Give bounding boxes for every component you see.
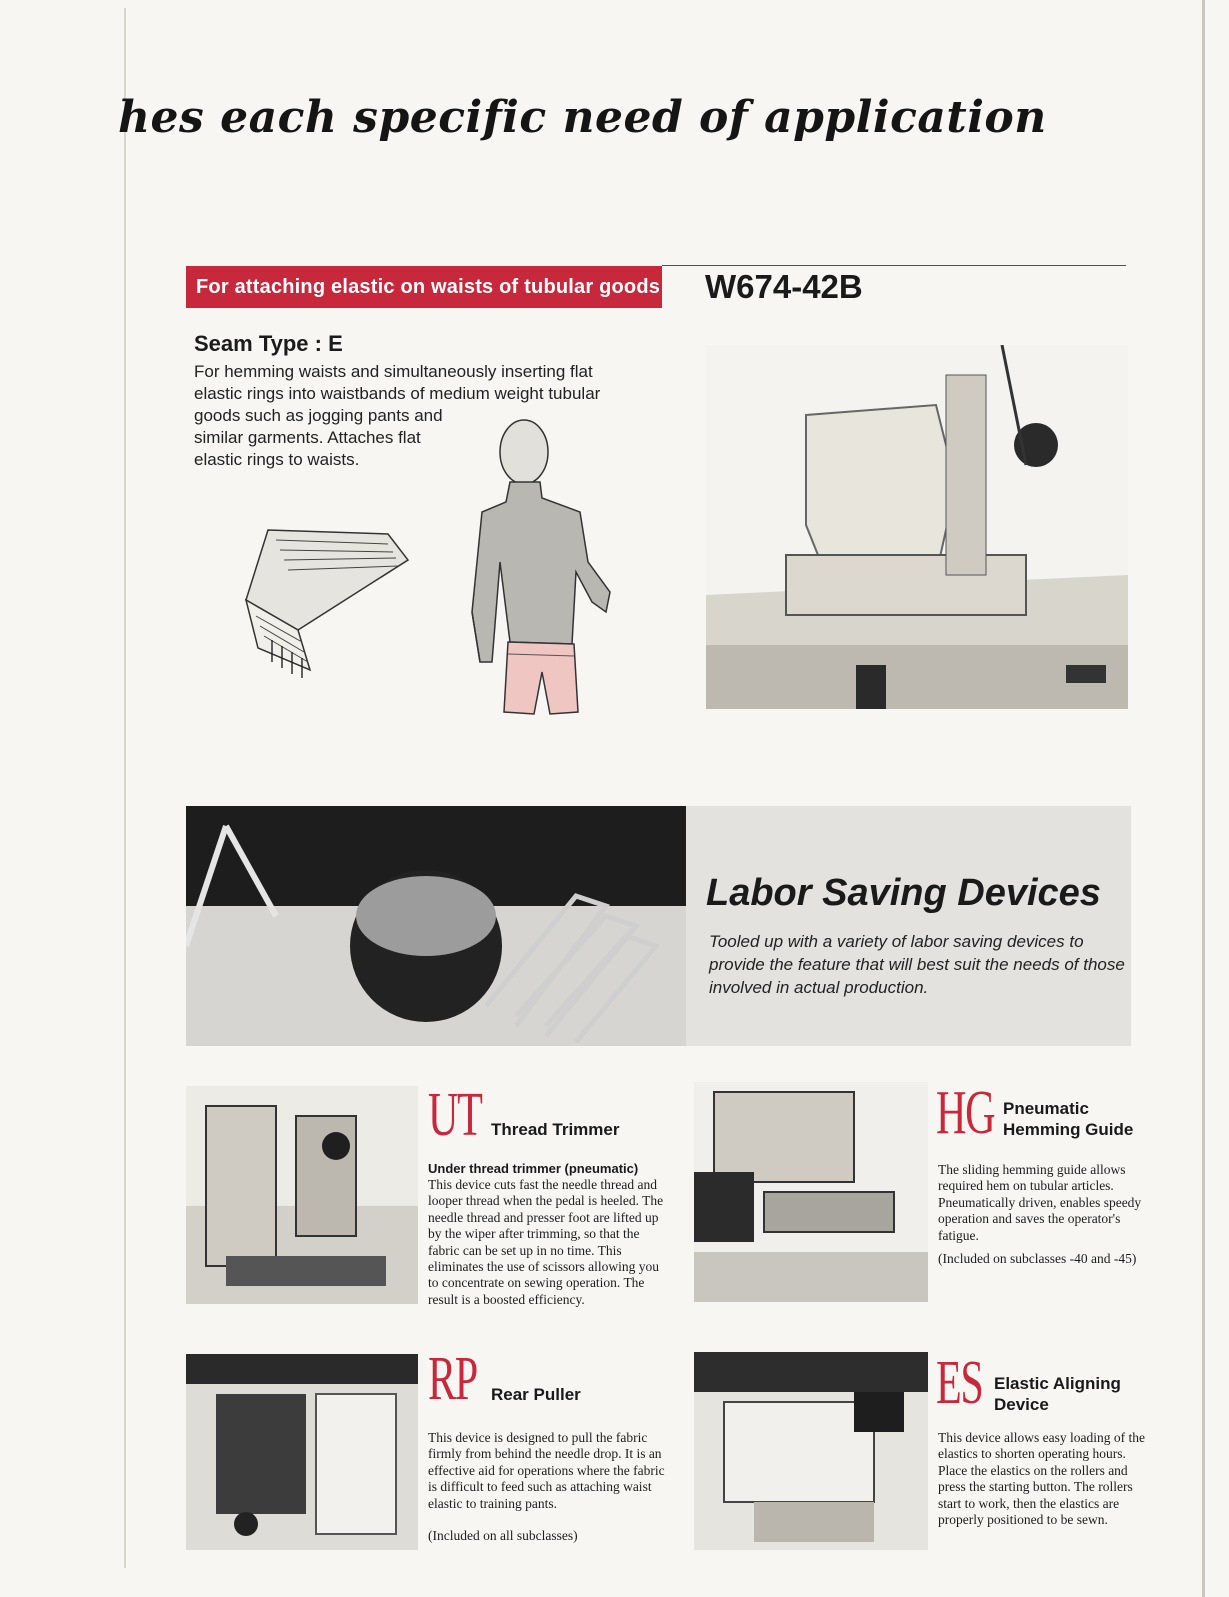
rp-desc: This device is designed to pull the fabric firmly from behind the needle drop. It is an effective aid for operations where the fabric is difficult to feed such as attaching waist elastic to training pants. xyxy=(428,1430,665,1511)
page-fold-line xyxy=(124,8,126,1568)
thread-trimmer-photo xyxy=(186,1086,418,1304)
es-title: Elastic Aligning Device xyxy=(994,1374,1121,1414)
rp-note: (Included on all subclasses) xyxy=(428,1528,578,1543)
application-banner: For attaching elastic on waists of tubular goods xyxy=(186,266,662,308)
ut-subtitle: Under thread trimmer (pneumatic) xyxy=(428,1161,639,1176)
page-edge xyxy=(1202,0,1205,1597)
red-rule xyxy=(662,265,1126,266)
hg-note: (Included on subclasses -40 and -45) xyxy=(938,1251,1137,1266)
rp-code: RP xyxy=(428,1345,477,1413)
page-headline: hes each specific need of application xyxy=(118,92,1047,143)
labor-saving-panel xyxy=(686,806,1131,1046)
ut-code: UT xyxy=(428,1081,482,1149)
seam-desc-line: elastic rings into waistbands of medium weight tubular xyxy=(194,384,601,403)
hg-title: Pneumatic Hemming Guide xyxy=(1003,1099,1134,1139)
es-desc: This device allows easy loading of the elastics to shorten operating hours. Place the elastics on the rollers and press the starting button. The rollers start to work, then the elastics are properly positioned to be sewn. xyxy=(938,1430,1145,1528)
labor-saving-desc: Tooled up with a variety of labor saving devices to provide the feature that will best suit the needs of those involved in actual production. xyxy=(709,932,1125,997)
seam-desc-line: goods such as jogging pants and xyxy=(194,406,443,425)
rear-puller-photo xyxy=(186,1354,418,1550)
hg-desc: The sliding hemming guide allows required hem on tubular articles. Pneumatically driven, enables speedy operation and saves the operator's fatigue. xyxy=(938,1162,1142,1243)
seam-desc-line: similar garments. Attaches flat xyxy=(194,428,421,447)
elastic-aligning-photo xyxy=(694,1352,928,1550)
seam-type-title: Seam Type : E xyxy=(194,331,343,356)
model-number: W674-42B xyxy=(705,268,863,305)
seam-desc-line: For hemming waists and simultaneously inserting flat xyxy=(194,362,593,381)
labor-saving-title: Labor Saving Devices xyxy=(706,872,1101,914)
seam-diagram xyxy=(238,520,418,680)
ut-desc: This device cuts fast the needle thread and looper thread when the pedal is heeled. The needle thread and presser foot are lifted up by the wiper after trimming, so that the fabric can be set up in no time. This eliminates the use of scissors allowing you to concentrate on sewing operation. The result is a boosted efficiency. xyxy=(428,1177,664,1307)
labor-saving-photo xyxy=(186,806,686,1046)
hemming-guide-photo xyxy=(694,1082,928,1302)
es-code: ES xyxy=(936,1349,983,1417)
ut-title: Thread Trimmer xyxy=(491,1120,620,1139)
sewing-machine-photo xyxy=(706,345,1128,709)
seam-desc-line: elastic rings to waists. xyxy=(194,450,360,469)
garment-figure-illustration xyxy=(462,412,622,732)
rp-title: Rear Puller xyxy=(491,1385,581,1404)
hg-code: HG xyxy=(936,1079,995,1147)
